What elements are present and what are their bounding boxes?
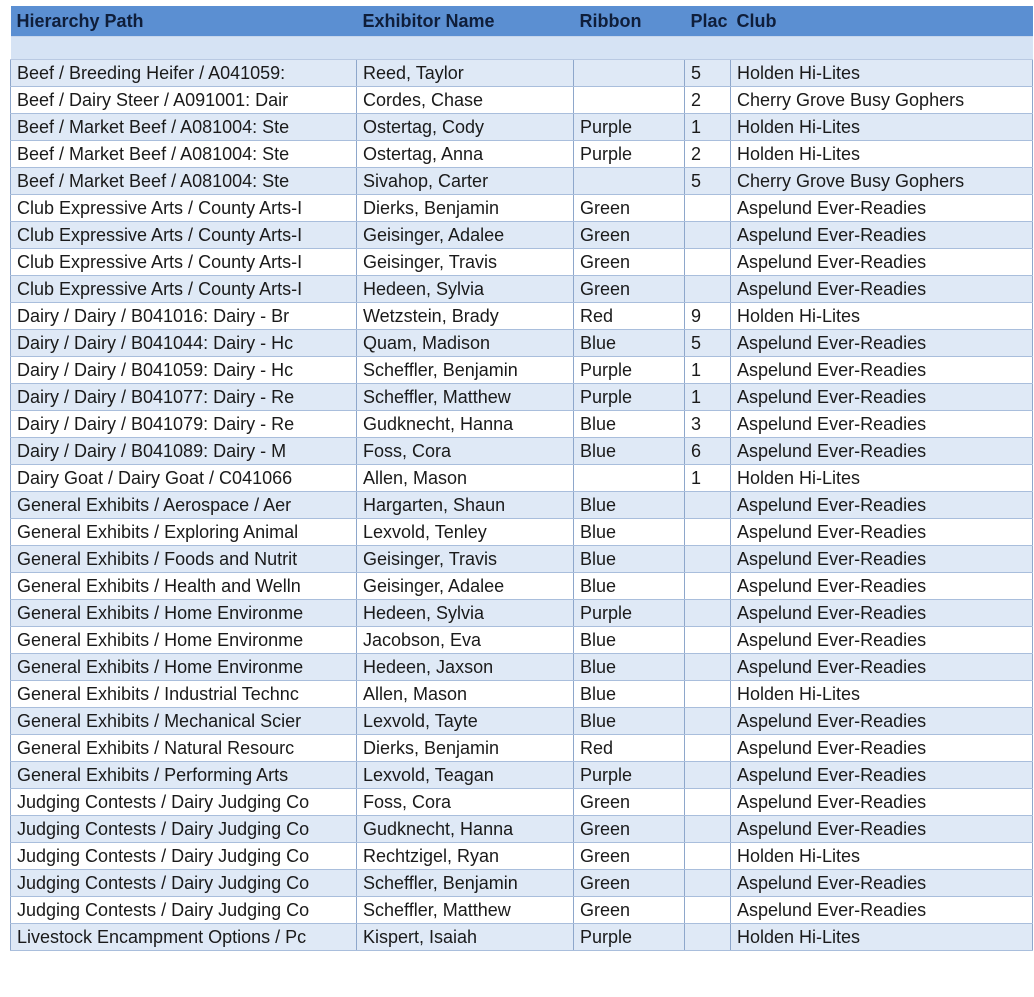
cell-exhibitor-name[interactable]: Jacobson, Eva	[357, 627, 574, 654]
cell-club[interactable]: Holden Hi-Lites	[731, 303, 1033, 330]
results-sheet	[10, 6, 1032, 951]
table-row[interactable]	[11, 573, 1033, 600]
cell-exhibitor-name[interactable]: Scheffler, Benjamin	[357, 870, 574, 897]
column-header-hierarchy-path[interactable]: Hierarchy Path	[11, 6, 357, 37]
cell-ribbon[interactable]: Blue	[574, 654, 685, 681]
cell-hierarchy-path[interactable]: Dairy / Dairy / B041077: Dairy - Re	[11, 384, 357, 411]
cell-exhibitor-name[interactable]: Reed, Taylor	[357, 60, 574, 87]
cell-placing[interactable]: 5	[685, 330, 731, 357]
cell-ribbon[interactable]	[574, 465, 685, 492]
cell-placing[interactable]: 5	[685, 168, 731, 195]
blank-row	[11, 37, 1033, 60]
table-row[interactable]	[11, 303, 1033, 330]
cell-club[interactable]: Aspelund Ever-Readies	[731, 195, 1033, 222]
cell-ribbon[interactable]: Purple	[574, 114, 685, 141]
header-row	[11, 6, 1033, 37]
cell-placing[interactable]: 1	[685, 384, 731, 411]
cell-exhibitor-name[interactable]: Geisinger, Travis	[357, 249, 574, 276]
cell-club[interactable]: Aspelund Ever-Readies	[731, 789, 1033, 816]
cell-hierarchy-path[interactable]: General Exhibits / Home Environme	[11, 627, 357, 654]
table-row[interactable]	[11, 330, 1033, 357]
cell-ribbon[interactable]: Blue	[574, 627, 685, 654]
table-row[interactable]	[11, 87, 1033, 114]
cell-hierarchy-path[interactable]: Judging Contests / Dairy Judging Co	[11, 870, 357, 897]
cell-hierarchy-path[interactable]: Judging Contests / Dairy Judging Co	[11, 789, 357, 816]
table-row[interactable]	[11, 60, 1033, 87]
cell-club[interactable]: Aspelund Ever-Readies	[731, 249, 1033, 276]
cell-ribbon[interactable]: Purple	[574, 384, 685, 411]
table-row[interactable]	[11, 357, 1033, 384]
table-row[interactable]	[11, 114, 1033, 141]
cell-exhibitor-name[interactable]: Gudknecht, Hanna	[357, 411, 574, 438]
cell-ribbon[interactable]: Red	[574, 735, 685, 762]
cell-exhibitor-name[interactable]: Geisinger, Adalee	[357, 573, 574, 600]
cell-ribbon[interactable]: Green	[574, 843, 685, 870]
cell-placing[interactable]	[685, 870, 731, 897]
cell-placing[interactable]	[685, 546, 731, 573]
cell-placing[interactable]: 6	[685, 438, 731, 465]
cell-ribbon[interactable]: Blue	[574, 519, 685, 546]
cell-ribbon[interactable]: Green	[574, 816, 685, 843]
cell-ribbon[interactable]	[574, 60, 685, 87]
cell-placing[interactable]	[685, 708, 731, 735]
cell-hierarchy-path[interactable]: Judging Contests / Dairy Judging Co	[11, 816, 357, 843]
cell-exhibitor-name[interactable]: Cordes, Chase	[357, 87, 574, 114]
cell-club[interactable]: Aspelund Ever-Readies	[731, 330, 1033, 357]
table-header	[11, 6, 1033, 37]
table-row[interactable]	[11, 411, 1033, 438]
cell-placing[interactable]: 5	[685, 60, 731, 87]
cell-hierarchy-path[interactable]: General Exhibits / Industrial Technc	[11, 681, 357, 708]
cell-club[interactable]: Aspelund Ever-Readies	[731, 816, 1033, 843]
cell-club[interactable]: Aspelund Ever-Readies	[731, 519, 1033, 546]
column-header-exhibitor-name[interactable]: Exhibitor Name	[357, 6, 574, 37]
cell-placing[interactable]	[685, 573, 731, 600]
cell-exhibitor-name[interactable]: Scheffler, Matthew	[357, 897, 574, 924]
cell-hierarchy-path[interactable]: Beef / Dairy Steer / A091001: Dair	[11, 87, 357, 114]
cell-ribbon[interactable]: Purple	[574, 600, 685, 627]
cell-ribbon[interactable]: Green	[574, 249, 685, 276]
cell-exhibitor-name[interactable]: Allen, Mason	[357, 465, 574, 492]
table-row[interactable]	[11, 681, 1033, 708]
cell-club[interactable]: Aspelund Ever-Readies	[731, 438, 1033, 465]
table-row[interactable]	[11, 816, 1033, 843]
cell-hierarchy-path[interactable]: General Exhibits / Mechanical Scier	[11, 708, 357, 735]
cell-hierarchy-path[interactable]: Club Expressive Arts / County Arts-I	[11, 195, 357, 222]
cell-placing[interactable]	[685, 735, 731, 762]
cell-placing[interactable]	[685, 681, 731, 708]
cell-placing[interactable]	[685, 897, 731, 924]
cell-placing[interactable]	[685, 519, 731, 546]
cell-club[interactable]: Aspelund Ever-Readies	[731, 222, 1033, 249]
cell-ribbon[interactable]: Blue	[574, 438, 685, 465]
cell-club[interactable]: Aspelund Ever-Readies	[731, 762, 1033, 789]
cell-club[interactable]: Aspelund Ever-Readies	[731, 546, 1033, 573]
results-table	[10, 6, 1033, 951]
cell-placing[interactable]	[685, 627, 731, 654]
cell-hierarchy-path[interactable]: Dairy / Dairy / B041059: Dairy - Hc	[11, 357, 357, 384]
cell-exhibitor-name[interactable]: Kispert, Isaiah	[357, 924, 574, 951]
cell-hierarchy-path[interactable]: Club Expressive Arts / County Arts-I	[11, 222, 357, 249]
cell-placing[interactable]: 3	[685, 411, 731, 438]
cell-exhibitor-name[interactable]: Allen, Mason	[357, 681, 574, 708]
table-row[interactable]	[11, 762, 1033, 789]
cell-exhibitor-name[interactable]: Scheffler, Benjamin	[357, 357, 574, 384]
cell-exhibitor-name[interactable]: Hedeen, Sylvia	[357, 600, 574, 627]
cell-exhibitor-name[interactable]: Hargarten, Shaun	[357, 492, 574, 519]
cell-exhibitor-name[interactable]: Foss, Cora	[357, 438, 574, 465]
column-header-placing[interactable]: Plac	[685, 6, 731, 37]
cell-club[interactable]: Aspelund Ever-Readies	[731, 276, 1033, 303]
cell-hierarchy-path[interactable]: Judging Contests / Dairy Judging Co	[11, 843, 357, 870]
cell-club[interactable]: Aspelund Ever-Readies	[731, 654, 1033, 681]
cell-club[interactable]: Aspelund Ever-Readies	[731, 573, 1033, 600]
cell-club[interactable]: Holden Hi-Lites	[731, 843, 1033, 870]
cell-club[interactable]: Aspelund Ever-Readies	[731, 735, 1033, 762]
cell-placing[interactable]: 9	[685, 303, 731, 330]
table-row[interactable]	[11, 168, 1033, 195]
cell-hierarchy-path[interactable]: General Exhibits / Natural Resourc	[11, 735, 357, 762]
cell-club[interactable]: Aspelund Ever-Readies	[731, 897, 1033, 924]
cell-ribbon[interactable]	[574, 168, 685, 195]
cell-hierarchy-path[interactable]: Dairy / Dairy / B041016: Dairy - Br	[11, 303, 357, 330]
cell-placing[interactable]	[685, 600, 731, 627]
cell-ribbon[interactable]: Purple	[574, 141, 685, 168]
cell-hierarchy-path[interactable]: General Exhibits / Performing Arts	[11, 762, 357, 789]
cell-hierarchy-path[interactable]: Club Expressive Arts / County Arts-I	[11, 276, 357, 303]
cell-ribbon[interactable]: Green	[574, 789, 685, 816]
cell-placing[interactable]	[685, 492, 731, 519]
table-row[interactable]	[11, 843, 1033, 870]
table-row[interactable]	[11, 222, 1033, 249]
table-body	[11, 37, 1033, 951]
cell-club[interactable]: Holden Hi-Lites	[731, 141, 1033, 168]
cell-hierarchy-path[interactable]: General Exhibits / Health and Welln	[11, 573, 357, 600]
cell-hierarchy-path[interactable]: General Exhibits / Home Environme	[11, 600, 357, 627]
cell-ribbon[interactable]: Blue	[574, 546, 685, 573]
cell-ribbon[interactable]: Green	[574, 897, 685, 924]
cell-ribbon[interactable]: Blue	[574, 681, 685, 708]
table-row[interactable]	[11, 492, 1033, 519]
table-row[interactable]	[11, 384, 1033, 411]
cell-club[interactable]: Aspelund Ever-Readies	[731, 492, 1033, 519]
cell-placing[interactable]: 2	[685, 87, 731, 114]
cell-exhibitor-name[interactable]: Lexvold, Tayte	[357, 708, 574, 735]
cell-placing[interactable]	[685, 276, 731, 303]
cell-placing[interactable]: 2	[685, 141, 731, 168]
cell-hierarchy-path[interactable]: Club Expressive Arts / County Arts-I	[11, 249, 357, 276]
cell-club[interactable]: Aspelund Ever-Readies	[731, 384, 1033, 411]
cell-hierarchy-path[interactable]: General Exhibits / Aerospace / Aer	[11, 492, 357, 519]
cell-club[interactable]: Aspelund Ever-Readies	[731, 411, 1033, 438]
cell-exhibitor-name[interactable]: Gudknecht, Hanna	[357, 816, 574, 843]
cell-club[interactable]: Holden Hi-Lites	[731, 114, 1033, 141]
cell-placing[interactable]	[685, 222, 731, 249]
cell-club[interactable]: Aspelund Ever-Readies	[731, 627, 1033, 654]
table-row[interactable]	[11, 276, 1033, 303]
cell-hierarchy-path[interactable]: Dairy / Dairy / B041089: Dairy - M	[11, 438, 357, 465]
cell-hierarchy-path[interactable]: General Exhibits / Home Environme	[11, 654, 357, 681]
cell-hierarchy-path[interactable]: General Exhibits / Exploring Animal	[11, 519, 357, 546]
cell-placing[interactable]	[685, 924, 731, 951]
blank-cell	[11, 37, 1033, 60]
cell-placing[interactable]	[685, 843, 731, 870]
cell-ribbon[interactable]	[574, 87, 685, 114]
table-row[interactable]	[11, 249, 1033, 276]
cell-placing[interactable]	[685, 789, 731, 816]
cell-club[interactable]: Cherry Grove Busy Gophers	[731, 168, 1033, 195]
cell-exhibitor-name[interactable]: Wetzstein, Brady	[357, 303, 574, 330]
cell-ribbon[interactable]: Blue	[574, 411, 685, 438]
table-row[interactable]	[11, 546, 1033, 573]
cell-hierarchy-path[interactable]: Dairy / Dairy / B041044: Dairy - Hc	[11, 330, 357, 357]
table-row[interactable]	[11, 897, 1033, 924]
table-row[interactable]	[11, 708, 1033, 735]
table-row[interactable]	[11, 789, 1033, 816]
cell-placing[interactable]	[685, 195, 731, 222]
cell-exhibitor-name[interactable]: Foss, Cora	[357, 789, 574, 816]
table-row[interactable]	[11, 195, 1033, 222]
cell-exhibitor-name[interactable]: Sivahop, Carter	[357, 168, 574, 195]
cell-ribbon[interactable]: Green	[574, 276, 685, 303]
cell-ribbon[interactable]: Green	[574, 195, 685, 222]
cell-club[interactable]: Aspelund Ever-Readies	[731, 870, 1033, 897]
cell-ribbon[interactable]: Purple	[574, 924, 685, 951]
table-row[interactable]	[11, 870, 1033, 897]
cell-club[interactable]: Holden Hi-Lites	[731, 681, 1033, 708]
cell-exhibitor-name[interactable]: Lexvold, Teagan	[357, 762, 574, 789]
cell-placing[interactable]	[685, 762, 731, 789]
cell-ribbon[interactable]: Green	[574, 870, 685, 897]
cell-exhibitor-name[interactable]: Ostertag, Cody	[357, 114, 574, 141]
cell-hierarchy-path[interactable]: Beef / Breeding Heifer / A041059:	[11, 60, 357, 87]
cell-ribbon[interactable]: Purple	[574, 357, 685, 384]
table-row[interactable]	[11, 600, 1033, 627]
cell-ribbon[interactable]: Red	[574, 303, 685, 330]
cell-ribbon[interactable]: Blue	[574, 492, 685, 519]
cell-exhibitor-name[interactable]: Rechtzigel, Ryan	[357, 843, 574, 870]
table-row[interactable]	[11, 654, 1033, 681]
cell-exhibitor-name[interactable]: Geisinger, Adalee	[357, 222, 574, 249]
cell-hierarchy-path[interactable]: Dairy / Dairy / B041079: Dairy - Re	[11, 411, 357, 438]
cell-ribbon[interactable]: Purple	[574, 762, 685, 789]
cell-hierarchy-path[interactable]: General Exhibits / Foods and Nutrit	[11, 546, 357, 573]
cell-hierarchy-path[interactable]: Judging Contests / Dairy Judging Co	[11, 897, 357, 924]
table-row[interactable]	[11, 627, 1033, 654]
cell-exhibitor-name[interactable]: Hedeen, Jaxson	[357, 654, 574, 681]
cell-ribbon[interactable]: Blue	[574, 573, 685, 600]
table-row[interactable]	[11, 465, 1033, 492]
cell-ribbon[interactable]: Blue	[574, 330, 685, 357]
cell-hierarchy-path[interactable]: Dairy Goat / Dairy Goat / C041066	[11, 465, 357, 492]
table-row[interactable]	[11, 438, 1033, 465]
cell-club[interactable]: Aspelund Ever-Readies	[731, 600, 1033, 627]
cell-club[interactable]: Holden Hi-Lites	[731, 924, 1033, 951]
cell-exhibitor-name[interactable]: Ostertag, Anna	[357, 141, 574, 168]
cell-ribbon[interactable]: Green	[574, 222, 685, 249]
cell-exhibitor-name[interactable]: Quam, Madison	[357, 330, 574, 357]
cell-placing[interactable]	[685, 654, 731, 681]
cell-club[interactable]: Aspelund Ever-Readies	[731, 357, 1033, 384]
cell-placing[interactable]	[685, 249, 731, 276]
table-row[interactable]	[11, 924, 1033, 951]
cell-club[interactable]: Aspelund Ever-Readies	[731, 708, 1033, 735]
cell-exhibitor-name[interactable]: Dierks, Benjamin	[357, 195, 574, 222]
cell-hierarchy-path[interactable]: Beef / Market Beef / A081004: Ste	[11, 168, 357, 195]
cell-placing[interactable]: 1	[685, 114, 731, 141]
cell-placing[interactable]: 1	[685, 465, 731, 492]
table-row[interactable]	[11, 519, 1033, 546]
cell-hierarchy-path[interactable]: Livestock Encampment Options / Pc	[11, 924, 357, 951]
cell-hierarchy-path[interactable]: Beef / Market Beef / A081004: Ste	[11, 141, 357, 168]
cell-exhibitor-name[interactable]: Lexvold, Tenley	[357, 519, 574, 546]
cell-placing[interactable]	[685, 816, 731, 843]
cell-exhibitor-name[interactable]: Hedeen, Sylvia	[357, 276, 574, 303]
cell-exhibitor-name[interactable]: Scheffler, Matthew	[357, 384, 574, 411]
cell-hierarchy-path[interactable]: Beef / Market Beef / A081004: Ste	[11, 114, 357, 141]
cell-ribbon[interactable]: Blue	[574, 708, 685, 735]
cell-exhibitor-name[interactable]: Dierks, Benjamin	[357, 735, 574, 762]
cell-club[interactable]: Holden Hi-Lites	[731, 60, 1033, 87]
cell-club[interactable]: Holden Hi-Lites	[731, 465, 1033, 492]
table-row[interactable]	[11, 141, 1033, 168]
cell-club[interactable]: Cherry Grove Busy Gophers	[731, 87, 1033, 114]
cell-placing[interactable]: 1	[685, 357, 731, 384]
table-row[interactable]	[11, 735, 1033, 762]
column-header-club[interactable]: Club	[731, 6, 1033, 37]
cell-exhibitor-name[interactable]: Geisinger, Travis	[357, 546, 574, 573]
column-header-ribbon[interactable]: Ribbon	[574, 6, 685, 37]
